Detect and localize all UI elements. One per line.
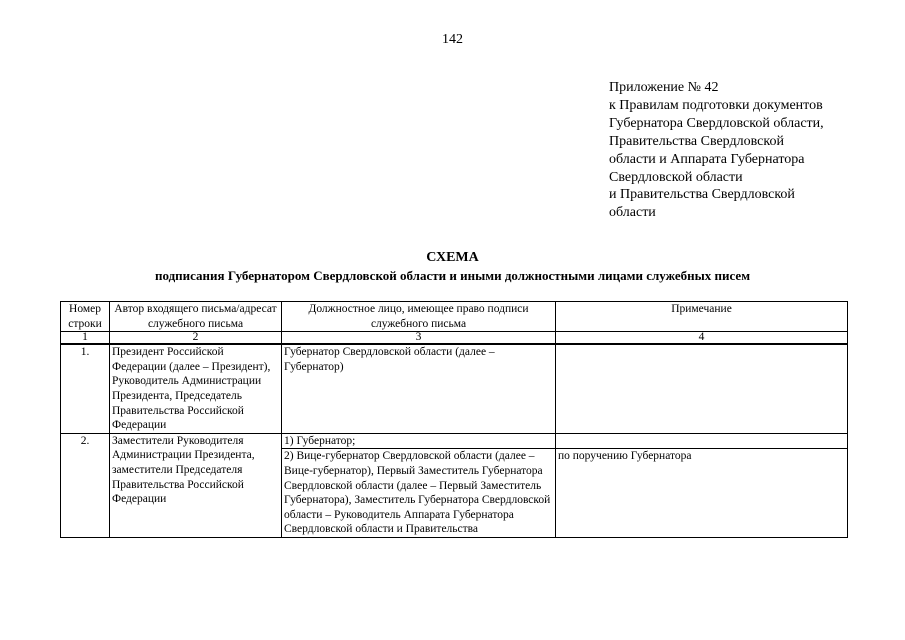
row-number: 1.: [61, 344, 110, 433]
appendix-line: и Правительства Свердловской: [609, 187, 795, 203]
appendix-line: области: [609, 205, 656, 221]
row-number: 2.: [61, 433, 110, 537]
table-row: [61, 433, 848, 449]
row-signatory: Губернатор Свердловской области (далее – Губернатор): [282, 344, 556, 433]
appendix-line: Правительства Свердловской: [609, 133, 784, 149]
appendix-line: Свердловской области: [609, 169, 743, 185]
row-author: Заместители Руководителя Администрации Президента, заместители Председателя Правительства Российской Федерации: [110, 433, 282, 537]
column-number: 1: [61, 332, 110, 345]
schema-table: [60, 301, 848, 538]
column-number: 3: [282, 332, 556, 345]
document-subtitle: подписания Губернатором Свердловской области и иными должностными лицами служебных писем: [154, 268, 751, 283]
header-cell-note: Примечание: [556, 302, 848, 332]
header-cell-number: Номер строки: [61, 302, 110, 332]
column-number: 2: [110, 332, 282, 345]
document-title: СХЕМА: [426, 250, 479, 265]
appendix-line: области и Аппарата Губернатора: [609, 151, 805, 167]
row-signatory: 1) Губернатор;: [282, 433, 556, 449]
appendix-line: Губернатора Свердловской области,: [609, 115, 824, 131]
row-note: по поручению Губернатора: [556, 449, 848, 538]
appendix-line: Приложение № 42: [609, 80, 719, 95]
appendix-block: [609, 79, 859, 222]
appendix-line: к Правилам подготовки документов: [609, 97, 823, 113]
table-row: [61, 344, 848, 433]
header-cell-signatory: Должностное лицо, имеющее право подписи служебного письма: [282, 302, 556, 332]
row-note: [556, 344, 848, 433]
header-cell-author: Автор входящего письма/адресат служебного письма: [110, 302, 282, 332]
page-number: 142: [442, 32, 463, 47]
row-author: Президент Российской Федерации (далее – Президент), Руководитель Администрации Президента, Председатель Правительства Российской Федерации: [110, 344, 282, 433]
column-number-row: [61, 332, 848, 345]
column-number: 4: [556, 332, 848, 345]
row-signatory: 2) Вице-губернатор Свердловской области (далее – Вице-губернатор), Первый Заместитель Губернатора Свердловской области (далее – Первый Заместитель Губернатора), Заместитель Губернатора Свердловской области – Руководитель Аппарата Губернатора Свердловской области и Правительства: [282, 449, 556, 538]
row-note: [556, 433, 848, 449]
table-header-row: [61, 302, 848, 332]
